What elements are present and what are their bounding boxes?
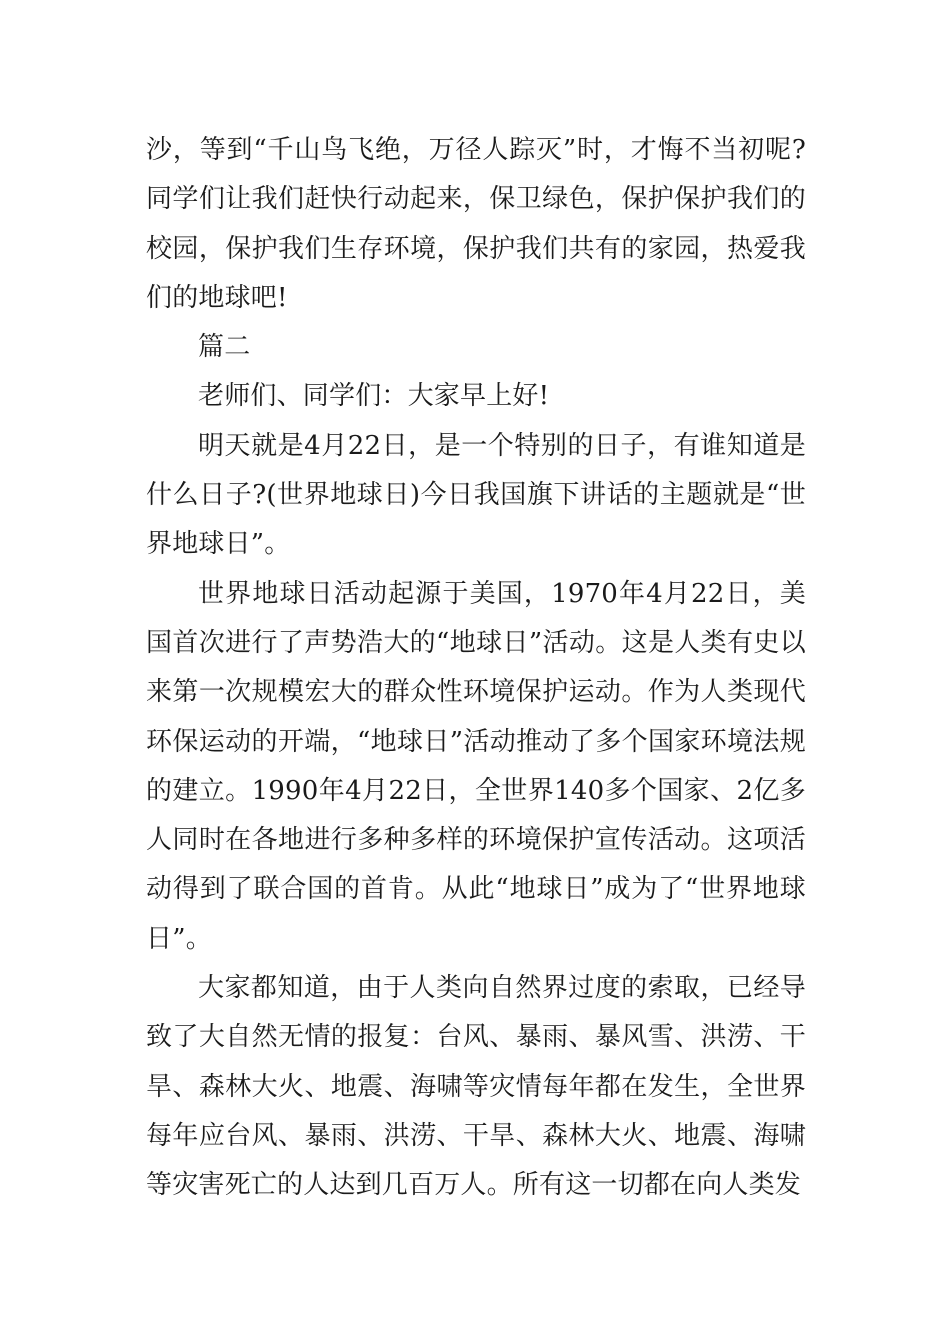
paragraph-continuation: 沙，等到“千山鸟飞绝，万径人踪灭”时，才悔不当初呢?同学们让我们赶快行动起来，保卫绿色，保护保护我们的校园，保护我们生存环境，保护我们共有的家园，热爱我们的地球吧! bbox=[146, 135, 806, 313]
document-page bbox=[146, 126, 806, 1211]
paragraph-disasters: 大家都知道，由于人类向自然界过度的索取，已经导致了大自然无情的报复：台风、暴雨、暴风雪、洪涝、干旱、森林大火、地震、海啸等灾情每年都在发生，全世界每年应台风、暴雨、洪涝、干旱、森林大火、地震、海啸等灾害死亡的人达到几百万人。所有这一切都在向人类发 bbox=[146, 973, 806, 1201]
section-heading: 篇二 bbox=[198, 332, 251, 363]
paragraph-greeting: 老师们、同学们：大家早上好! bbox=[198, 381, 550, 412]
paragraph-history: 世界地球日活动起源于美国，1970年4月22日，美国首次进行了声势浩大的“地球日”活动。这是人类有史以来第一次规模宏大的群众性环境保护运动。作为人类现代环保运动的开端，“地球日”活动推动了多个国家环境法规的建立。1990年4月22日，全世界140多个国家、2亿多人同时在各地进行多种多样的环境保护宣传活动。这项活动得到了联合国的首肯。从此“地球日”成为了“世界地球日”。 bbox=[146, 578, 806, 954]
paragraph-intro: 明天就是4月22日，是一个特别的日子，有谁知道是什么日子?(世界地球日)今日我国旗下讲话的主题就是“世界地球日”。 bbox=[146, 430, 806, 560]
